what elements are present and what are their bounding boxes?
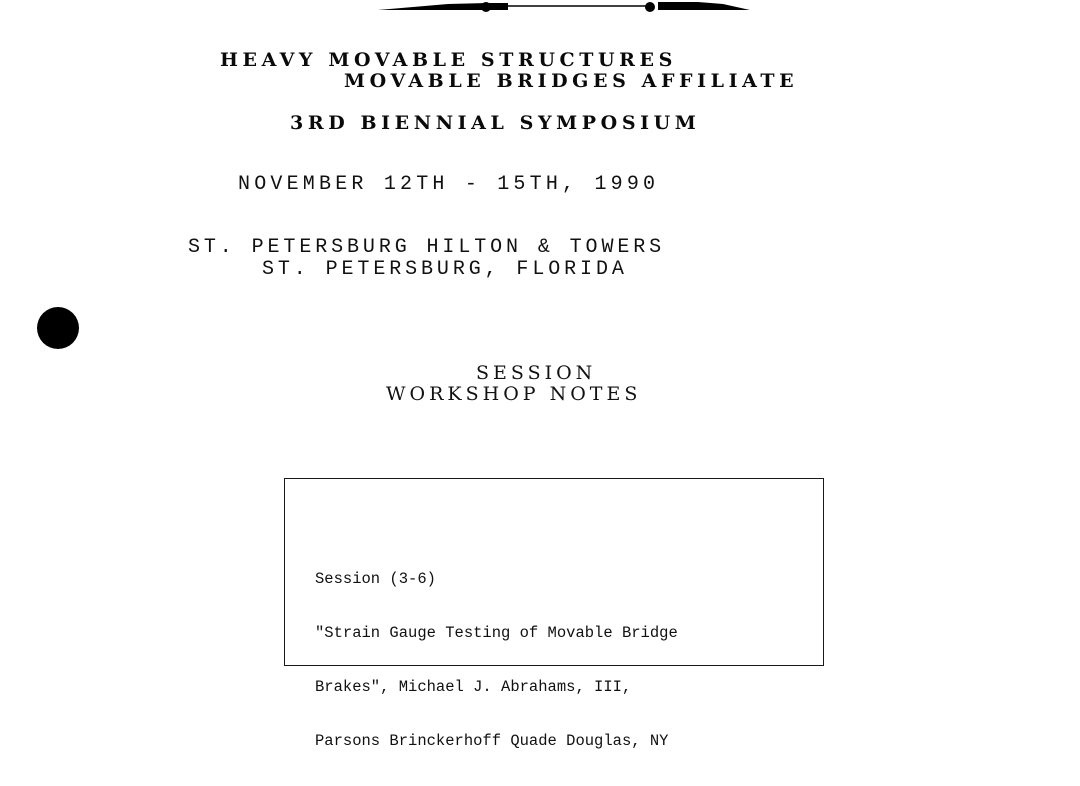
affiliate-title: MOVABLE BRIDGES AFFILIATE [344, 70, 799, 92]
session-number: Session (3-6) [315, 570, 436, 588]
session-info-text [315, 534, 678, 786]
bridge-logo-icon [378, 0, 750, 12]
session-info-box [284, 478, 824, 750]
binder-hole [37, 307, 79, 349]
section-label-session: SESSION [476, 362, 597, 384]
venue-location: ST. PETERSBURG, FLORIDA [262, 258, 628, 281]
session-title-line1: "Strain Gauge Testing of Movable Bridge [315, 624, 678, 642]
venue-name: ST. PETERSBURG HILTON & TOWERS [188, 236, 666, 259]
session-title-line2: Brakes", Michael J. Abrahams, III, [315, 678, 632, 696]
event-title: 3RD BIENNIAL SYMPOSIUM [290, 112, 701, 134]
section-label-workshop-notes: WORKSHOP NOTES [386, 383, 642, 405]
session-affiliation: Parsons Brinckerhoff Quade Douglas, NY [315, 732, 669, 750]
organization-title: HEAVY MOVABLE STRUCTURES [220, 49, 677, 71]
event-dates: NOVEMBER 12TH - 15TH, 1990 [238, 173, 660, 196]
